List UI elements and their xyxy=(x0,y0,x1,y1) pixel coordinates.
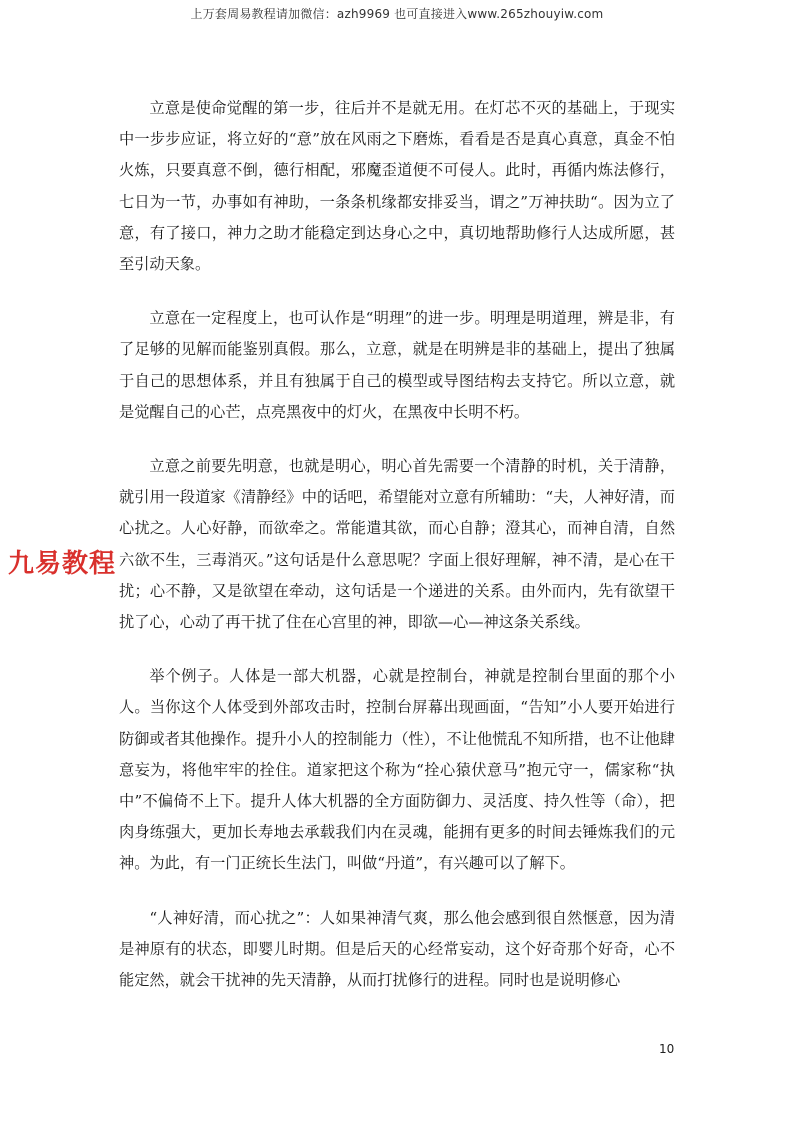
paragraph-5: “人神好清，而心扰之”：人如果神清气爽，那么他会感到很自然惬意，因为清是神原有的状态，即婴儿时期。但是后天的心经常妄动，这个好奇那个好奇，心不能定然，就会干扰神的先天清静，从而打扰修行的进程。同时也是说明修心 xyxy=(119,908,675,990)
paragraph-2: 立意在一定程度上，也可认作是“明理”的进一步。明理是明道理，辨是非，有了足够的见解而能鉴别真假。那么，立意，就是在明辨是非的基础上，提出了独属于自己的思想体系，并且有独属于自己的模型或导图结构去支持它。所以立意，就是觉醒自己的心芒，点亮黑夜中的灯火，在黑夜中长明不朽。 xyxy=(119,309,675,421)
paragraph-4: 举个例子。人体是一部大机器，心就是控制台，神就是控制台里面的那个小人。当你这个人体受到外部攻击时，控制台屏幕出现画面，“告知”小人要开始进行防御或者其他操作。提升小人的控制能力（性），不让他慌乱不知所措，也不让他肆意妄为，将他牢牢的拴住。道家把这个称为“拴心猿伏意马”抱元守一，儒家称“执中”不偏倚不上下。提升人体大机器的全方面防御力、灵活度、持久性等（命），把肉身练强大，更加长寿地去承载我们内在灵魂，能拥有更多的时间去锤炼我们的元神。为此，有一门正统长生法门，叫做“丹道”，有兴趣可以了解下。 xyxy=(119,667,675,873)
paragraph-1: 立意是使命觉醒的第一步，往后并不是就无用。在灯芯不灭的基础上，于现实中一步步应证，将立好的“意”放在风雨之下磨炼，看看是否是真心真意，真金不怕火炼，只要真意不倒，德行相配，邪魔歪道便不可侵人。此时，再循内炼法修行，七日为一节，办事如有神助，一条条机缘都安排妥当，谓之”万神扶助“。因为立了意，有了接口，神力之助才能稳定到达身心之中，真切地帮助修行人达成所愿，甚至引动天象。 xyxy=(119,99,675,274)
document-body xyxy=(119,93,675,1019)
paragraph-3: 立意之前要先明意，也就是明心，明心首先需要一个清静的时机，关于清静，就引用一段道家《清静经》中的话吧，希望能对立意有所辅助：“夫，人神好清，而心扰之。人心好静，而欲牵之。常能遣其欲，而心自静；澄其心，而神自清，自然六欲不生，三毒消灭。”这句话是什么意思呢？字面上很好理解，神不清，是心在干扰；心不静，又是欲望在牵动，这句话是一个递进的关系。由外而内，先有欲望干扰了心，心动了再干扰了住在心宫里的神，即欲—心—神这条关系线。 xyxy=(119,457,675,632)
watermark-logo: 九易教程 xyxy=(6,542,118,586)
header-note: 上万套周易教程请加微信：azh9969 也可直接进入www.265zhouyiw.com xyxy=(190,7,604,21)
page-number: 10 xyxy=(659,1042,675,1056)
